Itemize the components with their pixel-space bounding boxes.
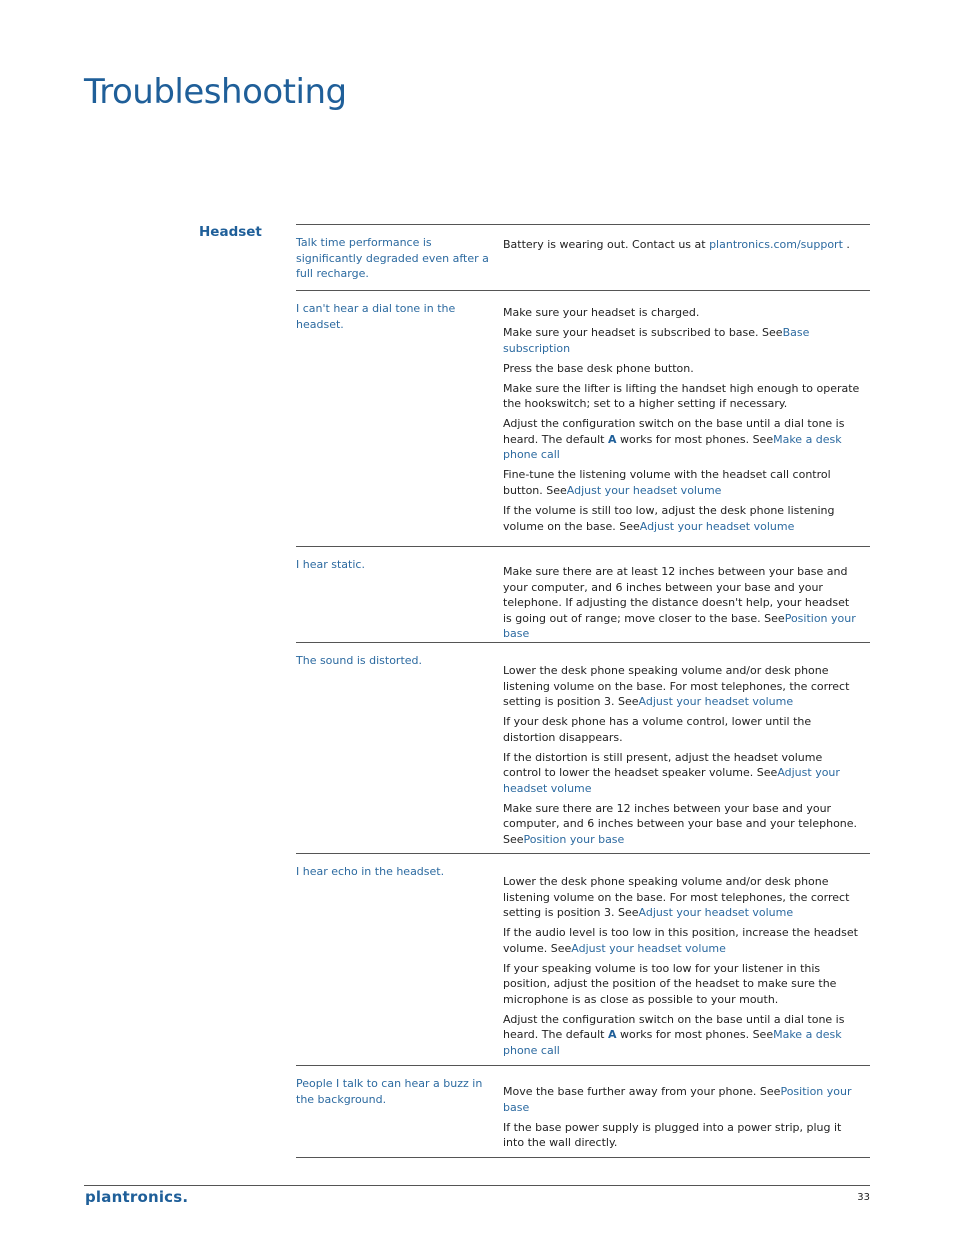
solution-text: Make sure there are 12 inches between your base and your computer, and 6 inches between your base and your telephone. See — [503, 801, 858, 846]
solution-step — [503, 305, 860, 321]
solution-text: Adjust the configuration switch on the base until a dial tone is heard. The default — [503, 417, 845, 446]
solution-step — [503, 663, 860, 710]
solution-step — [503, 1012, 860, 1059]
solution-step — [503, 325, 860, 356]
cross-reference-link[interactable]: Adjust your headset volume — [503, 766, 840, 795]
solution-list — [503, 291, 870, 546]
solution-text: Press the base desk phone button. — [503, 361, 694, 375]
solution-text: . — [842, 238, 850, 251]
problem-text: Talk time performance is significantly degraded even after a full recharge. — [296, 236, 489, 280]
page-number: 33 — [857, 1192, 870, 1203]
solution-text: Move the base further away from your phone. See — [503, 1085, 781, 1098]
solution-text: Make sure there are at least 12 inches between your base and your computer, and 6 inches between your base and your telephone. If adjusting the distance doesn't help, your headset is going out of range; move closer to the base. See — [503, 565, 850, 625]
cross-reference-link[interactable]: Adjust your headset volume — [566, 483, 722, 497]
solution-list — [503, 1066, 870, 1157]
solution-step — [503, 750, 860, 797]
plantronics-logo: plantronics. — [85, 1188, 189, 1206]
table-row — [296, 854, 870, 1066]
footer-divider — [84, 1185, 870, 1186]
solution-list — [503, 547, 870, 642]
solution-step — [503, 564, 860, 642]
solution-list — [503, 854, 870, 1065]
solution-step — [503, 381, 860, 412]
cross-reference-link[interactable]: Position your base — [523, 832, 625, 846]
solution-step — [503, 416, 860, 463]
solution-list — [503, 225, 870, 290]
solution-text: If your speaking volume is too low for your listener in this position, adjust the position of the headset to make sure the microphone is as close as possible to your mouth. — [503, 961, 837, 1006]
solution-text: Lower the desk phone speaking volume and/or desk phone listening volume on the base. For most telephones, the correct setting is position 3. See — [503, 875, 850, 919]
solution-list — [503, 643, 870, 853]
solution-text: Make sure your headset is subscribed to base. See — [503, 326, 783, 340]
cross-reference-link[interactable]: Position your base — [503, 1085, 852, 1114]
solution-text: Fine-tune the listening volume with the headset call control button. See — [503, 468, 831, 497]
table-row — [296, 225, 870, 291]
cross-reference-link[interactable]: Base subscription — [503, 326, 810, 355]
cross-reference-link[interactable]: Adjust your headset volume — [638, 695, 794, 708]
solution-step — [503, 874, 860, 921]
problem-text: People I talk to can hear a buzz in the background. — [296, 1077, 483, 1106]
cross-reference-link[interactable]: Make a desk phone call — [503, 432, 842, 462]
solution-text: If the distortion is still present, adjust the headset volume control to lower the headset speaker volume. See — [503, 750, 823, 780]
solution-text: works for most phones. See — [616, 432, 774, 446]
solution-text: If your desk phone has a volume control, lower until the distortion disappears. — [503, 715, 812, 744]
table-row — [296, 547, 870, 643]
cross-reference-link[interactable]: Make a desk phone call — [503, 1028, 842, 1057]
solution-step — [503, 1120, 860, 1151]
problem-text: I hear static. — [296, 558, 365, 571]
solution-text: Adjust the configuration switch on the base until a dial tone is heard. The default — [503, 1012, 845, 1042]
solution-text: If the volume is still too low, adjust the desk phone listening volume on the base. See — [503, 504, 835, 533]
troubleshooting-table — [296, 224, 870, 1158]
cross-reference-link[interactable]: plantronics.com/support — [709, 238, 843, 251]
solution-text: Battery is wearing out. Contact us at — [503, 238, 710, 251]
solution-step — [503, 1084, 860, 1115]
table-row — [296, 291, 870, 547]
solution-step — [503, 237, 860, 253]
solution-text: Make sure the lifter is lifting the handset high enough to operate the hookswitch; set to a higher setting if necessary. — [503, 381, 860, 411]
solution-text: If the audio level is too low in this position, increase the headset volume. See — [503, 926, 858, 955]
solution-step — [503, 801, 860, 848]
solution-step — [503, 925, 860, 956]
default-setting-label: A — [607, 432, 617, 446]
solution-text: works for most phones. See — [616, 1028, 774, 1042]
table-row — [296, 643, 870, 854]
page-title: Troubleshooting — [84, 72, 347, 112]
cross-reference-link[interactable]: Position your base — [503, 611, 856, 640]
solution-step — [503, 714, 860, 745]
solution-step — [503, 503, 860, 534]
default-setting-label: A — [607, 1028, 617, 1042]
solution-step — [503, 467, 860, 498]
problem-text: The sound is distorted. — [296, 654, 423, 667]
solution-step — [503, 961, 860, 1008]
solution-step — [503, 361, 860, 377]
cross-reference-link[interactable]: Adjust your headset volume — [571, 941, 726, 955]
section-label-headset: Headset — [199, 224, 262, 240]
problem-text: I can't hear a dial tone in the headset. — [296, 302, 456, 331]
solution-text: Lower the desk phone speaking volume and/or desk phone listening volume on the base. For most telephones, the correct setting is position 3. See — [503, 664, 850, 708]
cross-reference-link[interactable]: Adjust your headset volume — [638, 906, 794, 919]
cross-reference-link[interactable]: Adjust your headset volume — [639, 519, 795, 533]
table-row — [296, 1066, 870, 1158]
problem-text: I hear echo in the headset. — [296, 865, 445, 878]
solution-text: Make sure your headset is charged. — [503, 306, 700, 319]
solution-text: If the base power supply is plugged into a power strip, plug it into the wall directly. — [503, 1120, 842, 1150]
